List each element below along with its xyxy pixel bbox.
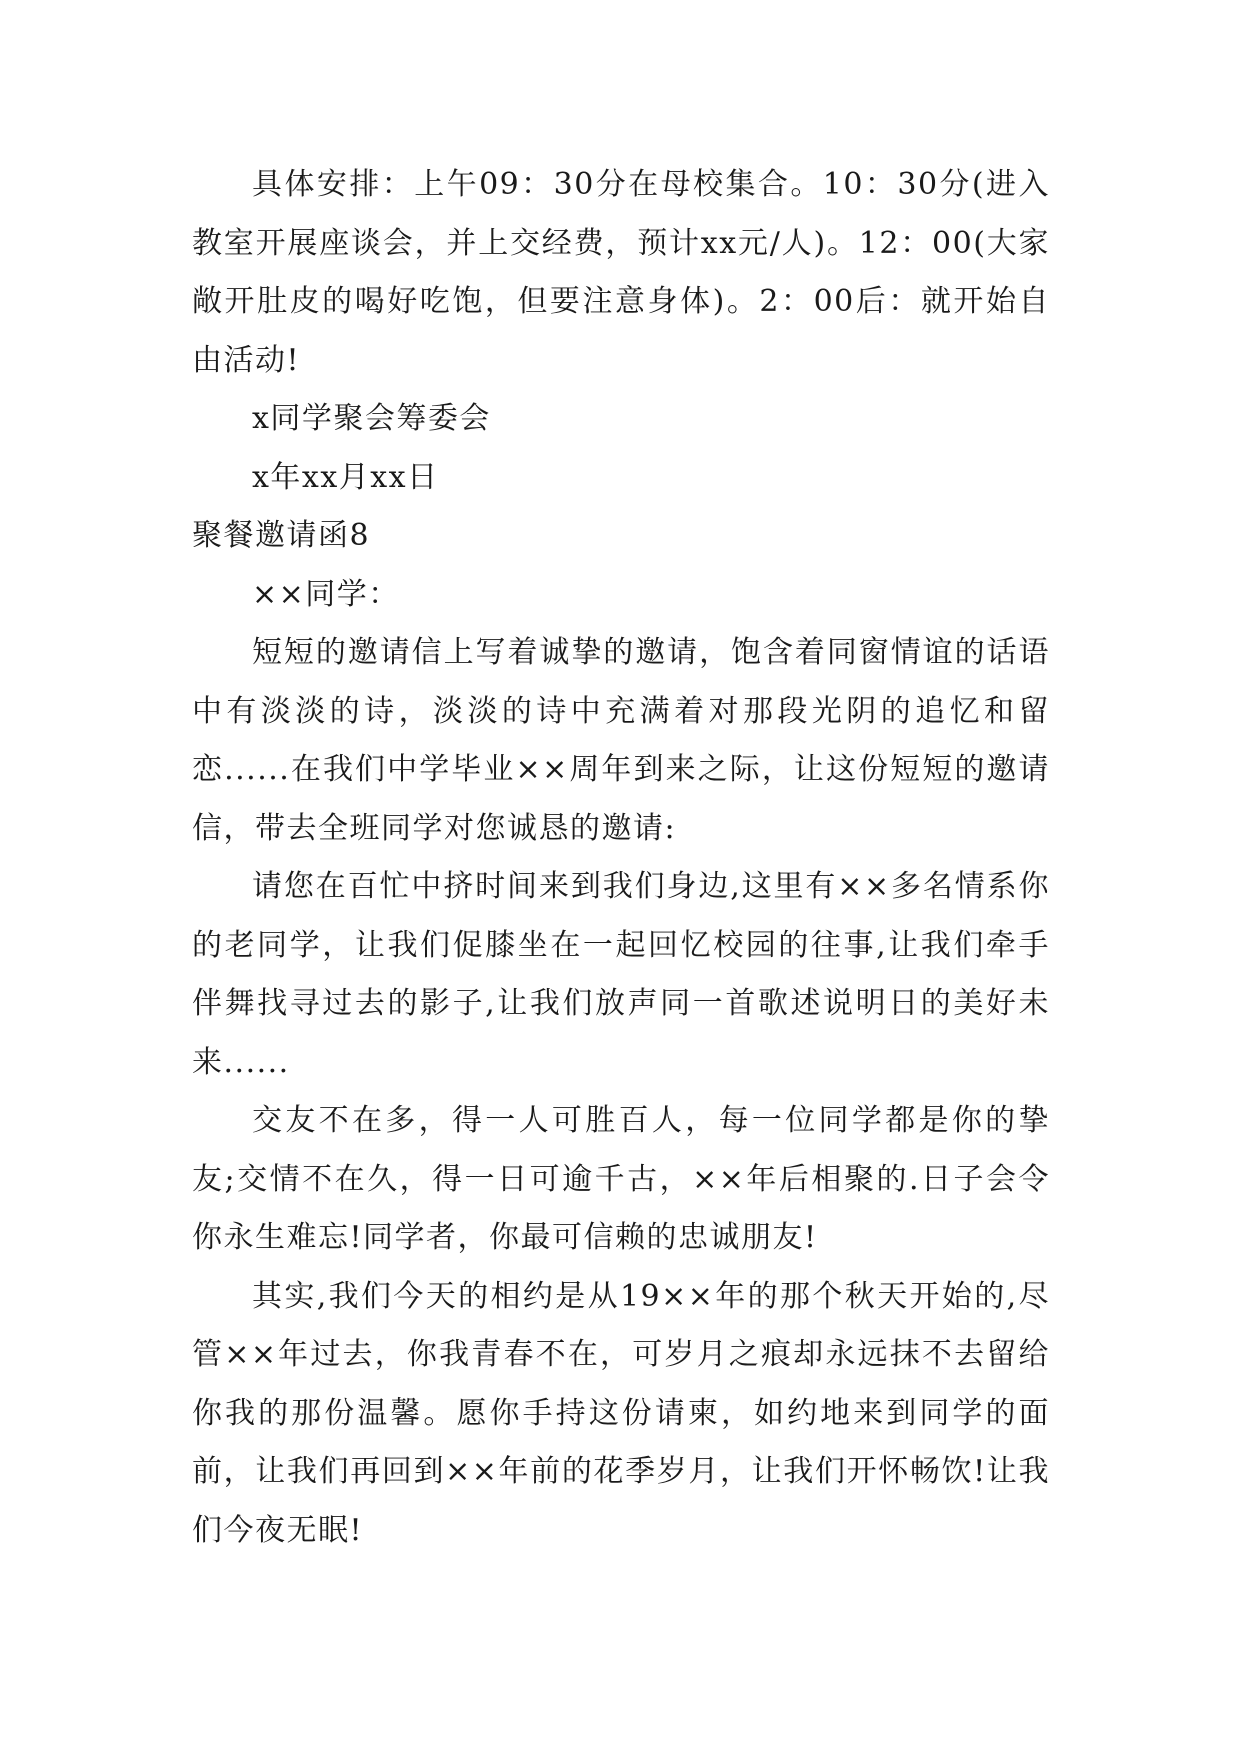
section-heading: 聚餐邀请函8 — [192, 518, 371, 553]
salutation: ××同学： — [252, 576, 400, 612]
schedule-paragraph: 具体安排：上午09：30分在母校集合。10：30分(进入教室开展座谈会，并上交经费，预计xx元/人)。12：00(大家敞开肚皮的喝好吃饱，但要注意身体)。2：00后：就开始自由活动! — [192, 167, 1050, 378]
invitation-paragraph-2: 请您在百忙中挤时间来到我们身边,这里有××多名情系你的老同学，让我们促膝坐在一起回忆校园的往事,让我们牵手伴舞找寻过去的影子,让我们放声同一首歌述说明日的美好未来...... — [192, 869, 1050, 1080]
document-body — [192, 156, 1050, 1560]
invitation-paragraph-3: 交友不在多，得一人可胜百人，每一位同学都是你的挚友;交情不在久，得一日可逾千古，××年后相聚的.日子会令你永生难忘!同学者，你最可信赖的忠诚朋友! — [192, 1103, 1050, 1255]
signature-date: x年xx月xx日 — [252, 459, 439, 495]
invitation-paragraph-4: 其实,我们今天的相约是从19××年的那个秋天开始的,尽管××年过去，你我青春不在，可岁月之痕却永远抹不去留给你我的那份温馨。愿你手持这份请柬，如约地来到同学的面前，让我们再回到××年前的花季岁月，让我们开怀畅饮!让我们今夜无眠! — [192, 1278, 1050, 1548]
committee-signature: x同学聚会筹委会 — [252, 401, 491, 436]
invitation-paragraph-1: 短短的邀请信上写着诚挚的邀请，饱含着同窗情谊的话语中有淡淡的诗，淡淡的诗中充满着对那段光阴的追忆和留恋......在我们中学毕业××周年到来之际，让这份短短的邀请信，带去全班同学对您诚恳的邀请: — [192, 635, 1050, 846]
